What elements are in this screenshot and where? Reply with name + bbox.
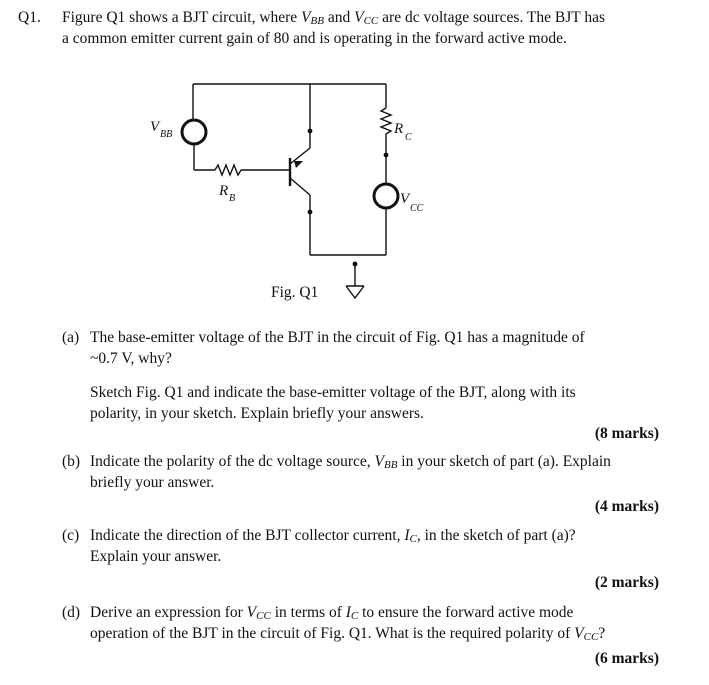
figure-caption: Fig. Q1 <box>271 284 319 301</box>
question-intro-line1: Figure Q1 shows a BJT circuit, where VBB and VCC are dc voltage sources. The BJT has <box>62 9 605 27</box>
rc-sub-label: C <box>405 132 412 143</box>
part-d-marks: (6 marks) <box>594 650 659 667</box>
emitter-arrow-icon <box>294 161 303 168</box>
question-intro-line2: a common emitter current gain of 80 and is operating in the forward active mode. <box>62 30 567 47</box>
part-a-line1: The base-emitter voltage of the BJT in the circuit of Fig. Q1 has a magnitude of <box>90 329 585 346</box>
rb-sub-label: B <box>229 193 236 204</box>
vcc-source-icon <box>374 184 398 208</box>
part-d-line1: Derive an expression for VCC in terms of IC to ensure the forward active mode <box>90 604 574 622</box>
node-dot <box>308 210 313 215</box>
part-a-label: (a) <box>62 329 80 346</box>
circuit-diagram <box>0 0 709 330</box>
part-b-label: (b) <box>62 453 81 470</box>
bjt-collector-lead <box>290 178 310 195</box>
part-a-line2: ~0.7 V, why? <box>90 350 172 367</box>
part-c-label: (c) <box>62 527 80 544</box>
vbb-source-icon <box>182 120 206 144</box>
ground-icon <box>346 286 364 298</box>
node-dot <box>353 262 358 267</box>
part-d-line2: operation of the BJT in the circuit of Fig. Q1. What is the required polarity of VCC? <box>90 625 606 643</box>
part-a-para2-line2: polarity, in your sketch. Explain briefly your answers. <box>90 405 424 422</box>
part-d-label: (d) <box>62 604 81 621</box>
rb-label: R <box>219 183 229 199</box>
rb-resistor-icon <box>215 165 241 175</box>
part-a-marks: (8 marks) <box>594 425 659 442</box>
rc-label: R <box>394 121 404 137</box>
part-b-line1: Indicate the polarity of the dc voltage source, VBB in your sketch of part (a). Explain <box>90 453 611 471</box>
question-number: Q1. <box>18 9 41 26</box>
part-b-marks: (4 marks) <box>594 498 659 515</box>
node-dot <box>308 129 313 134</box>
vcc-sub-label: CC <box>410 203 424 214</box>
part-c-line1: Indicate the direction of the BJT collector current, IC, in the sketch of part (a)? <box>90 527 576 545</box>
vcc-label: V <box>400 191 410 207</box>
part-b-line2: briefly your answer. <box>90 474 215 491</box>
part-c-line2: Explain your answer. <box>90 548 222 565</box>
vbb-sub-label: BB <box>160 129 173 140</box>
node-dot <box>384 153 389 158</box>
rc-resistor-icon <box>381 108 391 134</box>
part-a-para2-line1: Sketch Fig. Q1 and indicate the base-emitter voltage of the BJT, along with its <box>90 384 576 401</box>
vbb-label: V <box>150 119 160 135</box>
part-c-marks: (2 marks) <box>594 574 659 591</box>
